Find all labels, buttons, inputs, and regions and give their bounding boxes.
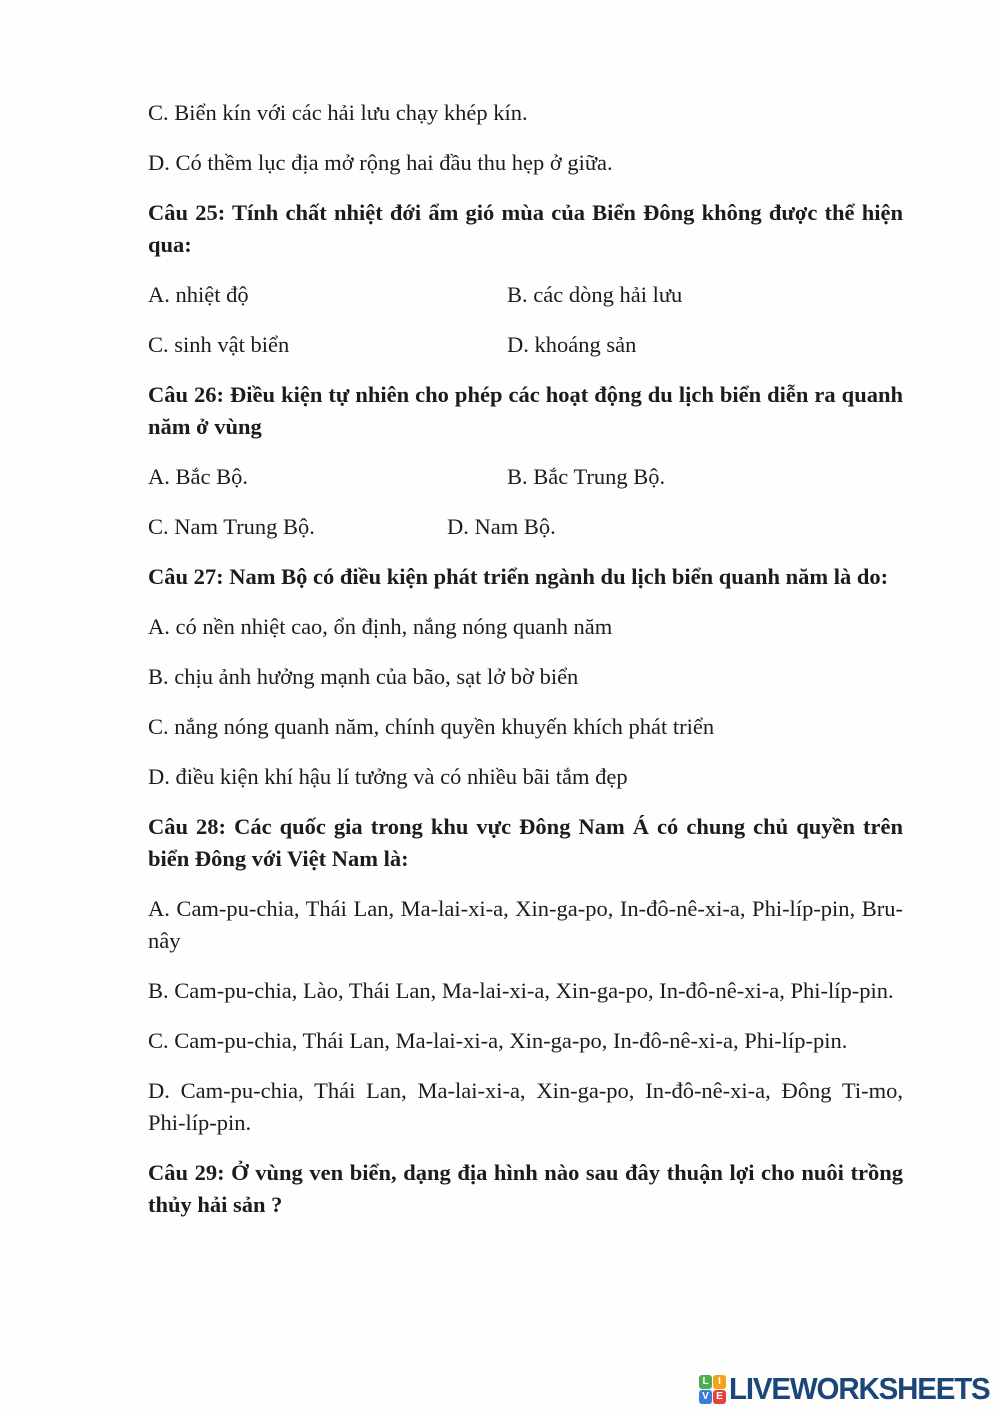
answer-option: D. Cam-pu-chia, Thái Lan, Ma-lai-xi-a, Xin-ga-po, In-đô-nê-xi-a, Đông Ti-mo, Phi-líp-pin. — [148, 1078, 903, 1135]
answer-option: A. có nền nhiệt cao, ổn định, nắng nóng quanh năm — [148, 614, 613, 639]
answer-option: C. Biển kín với các hải lưu chạy khép kín. — [148, 100, 528, 125]
liveworksheets-icon — [699, 1375, 726, 1404]
answer-option: D. Nam Bộ. — [447, 514, 556, 539]
answer-option: C. Cam-pu-chia, Thái Lan, Ma-lai-xi-a, Xin-ga-po, In-đô-nê-xi-a, Phi-líp-pin. — [148, 1028, 848, 1053]
answer-option: B. chịu ảnh hưởng mạnh của bão, sạt lở bờ biển — [148, 664, 579, 689]
question-text: Câu 26: Điều kiện tự nhiên cho phép các hoạt động du lịch biển diễn ra quanh năm ở vùng — [148, 382, 903, 439]
logo-letter-square: V — [699, 1390, 712, 1404]
liveworksheets-logo[interactable] — [699, 1371, 1000, 1407]
answer-option: D. Có thềm lục địa mở rộng hai đầu thu hẹp ở giữa. — [148, 150, 613, 175]
liveworksheets-wordmark: LIVEWORKSHEETS — [729, 1371, 990, 1406]
answer-option: C. Nam Trung Bộ. — [148, 514, 315, 539]
answer-row — [148, 329, 903, 361]
logo-letter-square: I — [713, 1375, 726, 1389]
question-text: Câu 29: Ở vùng ven biển, dạng địa hình nào sau đây thuận lợi cho nuôi trồng thủy hải sản ? — [148, 1160, 903, 1217]
answer-option: C. nắng nóng quanh năm, chính quyền khuyến khích phát triển — [148, 714, 715, 739]
answer-option: A. nhiệt độ — [148, 282, 249, 307]
logo-letter-square: L — [699, 1375, 712, 1389]
answer-option: A. Bắc Bộ. — [148, 464, 248, 489]
worksheet-content — [148, 97, 903, 1239]
answer-option: C. sinh vật biển — [148, 332, 290, 357]
answer-option: B. Cam-pu-chia, Lào, Thái Lan, Ma-lai-xi-a, Xin-ga-po, In-đô-nê-xi-a, Phi-líp-pin. — [148, 978, 894, 1003]
answer-option: B. Bắc Trung Bộ. — [507, 464, 666, 489]
logo-letter-square: E — [713, 1390, 726, 1404]
answer-row — [148, 461, 903, 493]
answer-option: D. điều kiện khí hậu lí tưởng và có nhiều bãi tắm đẹp — [148, 764, 628, 789]
question-text: Câu 25: Tính chất nhiệt đới ẩm gió mùa của Biển Đông không được thể hiện qua: — [148, 200, 903, 257]
answer-row — [148, 279, 903, 311]
answer-option: A. Cam-pu-chia, Thái Lan, Ma-lai-xi-a, Xin-ga-po, In-đô-nê-xi-a, Phi-líp-pin, Bru-nây — [148, 896, 903, 953]
question-text: Câu 28: Các quốc gia trong khu vực Đông Nam Á có chung chủ quyền trên biển Đông với Việt Nam là: — [148, 814, 903, 871]
answer-option: B. các dòng hải lưu — [507, 282, 683, 307]
answer-option: D. khoáng sản — [507, 332, 637, 357]
question-text: Câu 27: Nam Bộ có điều kiện phát triển ngành du lịch biển quanh năm là do: — [148, 564, 889, 589]
answer-row — [148, 511, 903, 543]
